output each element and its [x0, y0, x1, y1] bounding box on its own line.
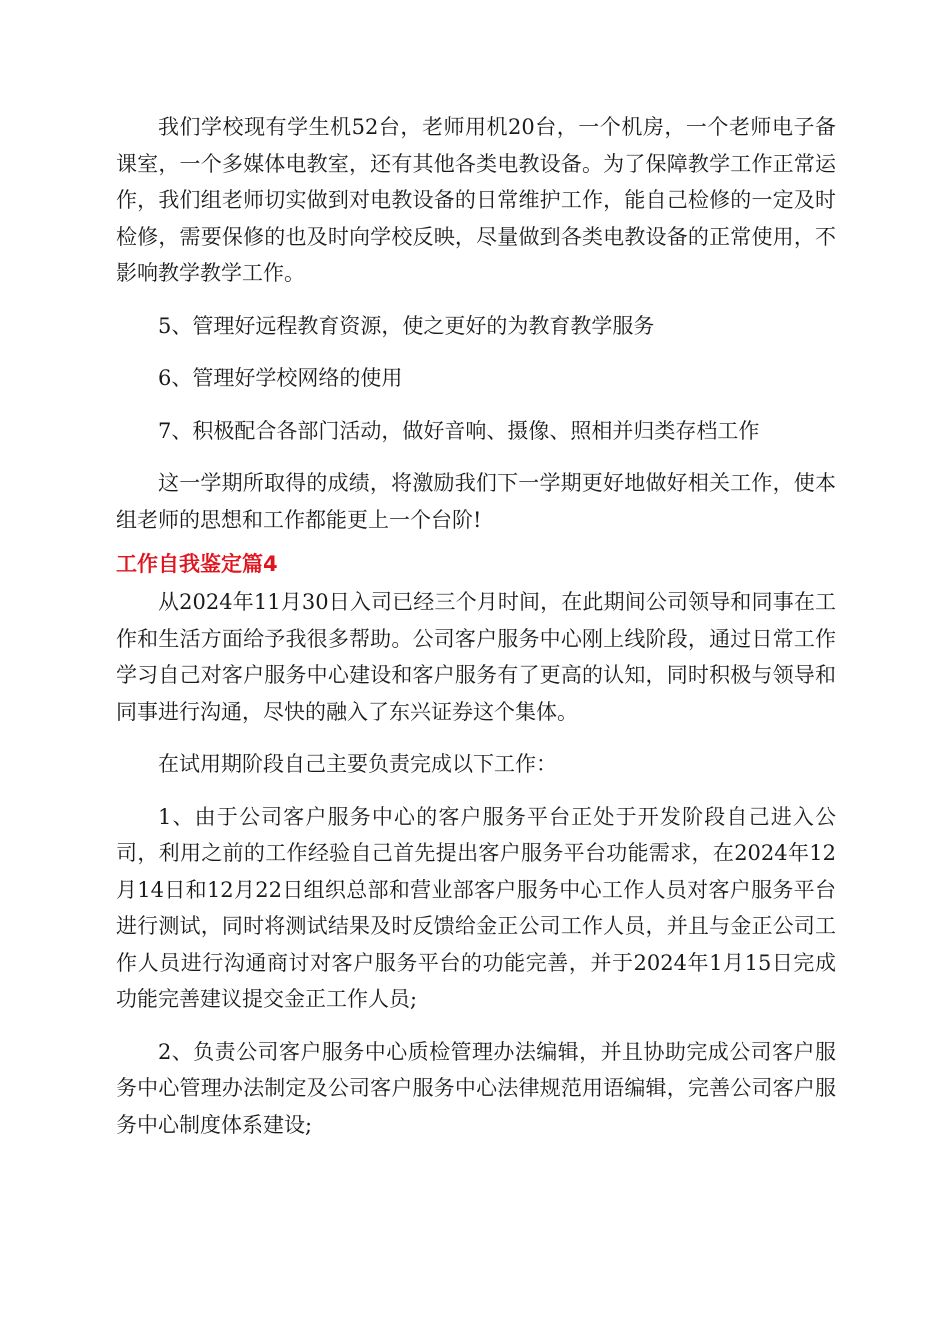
- list-item-quality-management: 2、负责公司客户服务中心质检管理办法编辑，并且协助完成公司客户服务中心管理办法制定及公司客户服务中心法律规范用语编辑，完善公司客户服务中心制度体系建设;: [116, 1039, 836, 1137]
- paragraph-probation-intro: 在试用期阶段自己主要负责完成以下工作：: [158, 752, 557, 776]
- list-item-school-network: 6、管理好学校网络的使用: [158, 366, 403, 390]
- list-item-service-platform: 1、由于公司客户服务中心的客户服务平台正处于开发阶段自己进入公司，利用之前的工作经验自己首先提出客户服务平台功能需求，在2024年12月14日和12月22日组织总部和营业部客户服务中心工作人员对客户服务平台进行测试，同时将测试结果及时反馈给金正公司工作人员，并且与金正公司工作人员进行沟通商讨对客户服务平台的功能完善，并于2024年1月15日完成功能完善建议提交金正工作人员;: [116, 804, 836, 1011]
- document-page: [116, 109, 836, 1143]
- section-heading: 工作自我鉴定篇4: [116, 552, 278, 576]
- paragraph-joining-company: 从2024年11月30日入司已经三个月时间，在此期间公司领导和同事在工作和生活方面给予我很多帮助。公司客户服务中心刚上线阶段，通过日常工作学习自己对客户服务中心建设和客户服务有了更高的认知，同时积极与领导和同事进行沟通，尽快的融入了东兴证券这个集体。: [116, 590, 836, 724]
- paragraph-semester-summary: 这一学期所取得的成绩，将激励我们下一学期更好地做好相关工作，使本组老师的思想和工作都能更上一个台阶!: [116, 471, 836, 532]
- paragraph-equipment-maintenance: 我们学校现有学生机52台，老师用机20台，一个机房，一个老师电子备课室，一个多媒体电教室，还有其他各类电教设备。为了保障教学工作正常运作，我们组老师切实做到对电教设备的日常维护工作，能自己检修的一定及时检修，需要保修的也及时向学校反映，尽量做到各类电教设备的正常使用，不影响教学教学工作。: [116, 115, 836, 285]
- list-item-remote-education: 5、管理好远程教育资源，使之更好的为教育教学服务: [158, 313, 655, 338]
- list-item-department-activities: 7、积极配合各部门活动，做好音响、摄像、照相并归类存档工作: [158, 418, 760, 443]
